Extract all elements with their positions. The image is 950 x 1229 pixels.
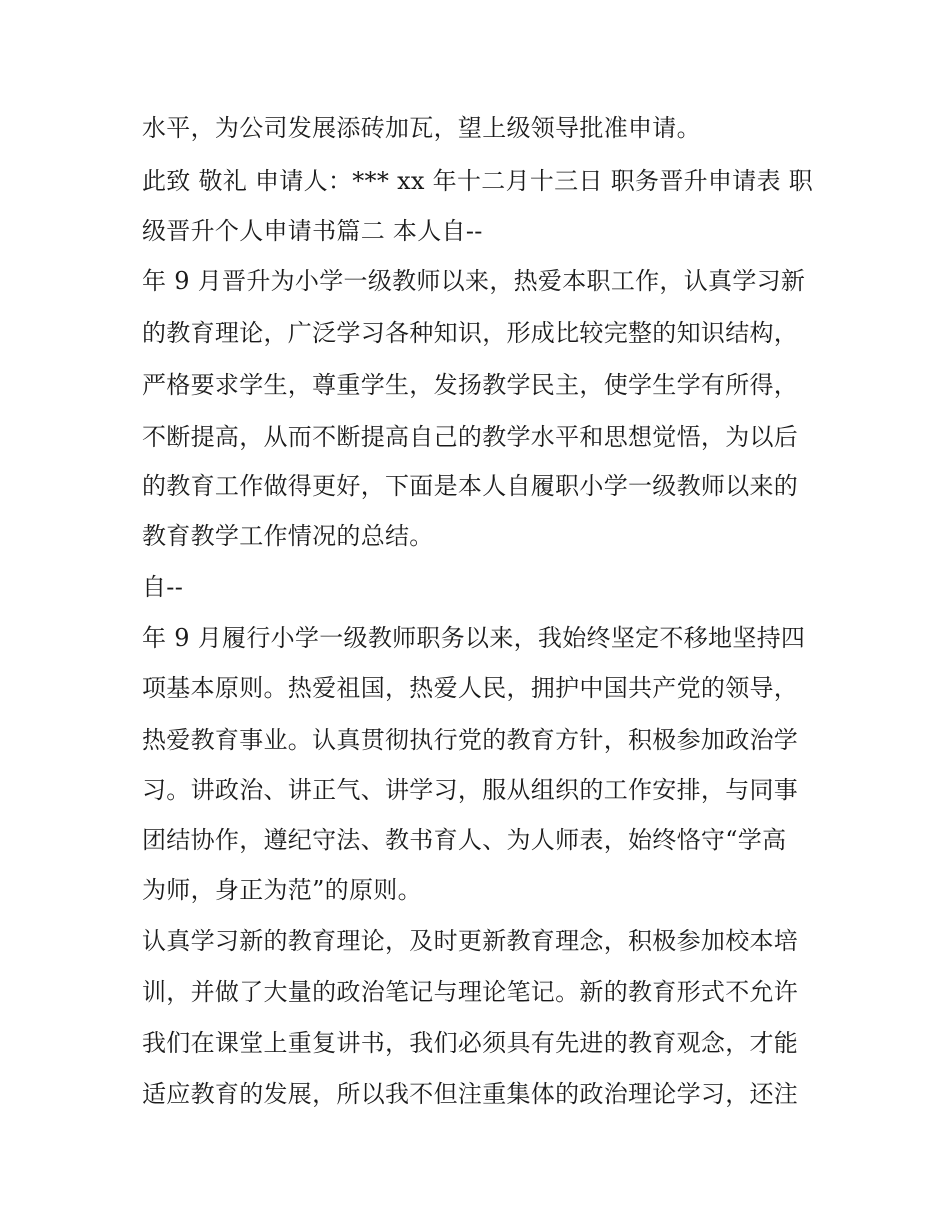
text-line: 认真学习新的教育理论，及时更新教育理念，积极参加校本培 <box>142 927 799 955</box>
text-line: 为师，身正为范”的原则。 <box>142 876 422 904</box>
text-line: 的教育工作做得更好，下面是本人自履职小学一级教师以来的 <box>142 472 799 500</box>
text-line: 严格要求学生，尊重学生，发扬教学民主，使学生学有所得， <box>142 371 799 399</box>
text-line: 项基本原则。热爱祖国，热爱人民，拥护中国共产党的领导， <box>142 674 799 702</box>
text-line: 我们在课堂上重复讲书，我们必须具有先进的教育观念，才能 <box>142 1029 799 1057</box>
text-line: 团结协作，遵纪守法、教书育人、为人师表，始终恪守“学高 <box>142 826 787 854</box>
text-line: 年 9 月履行小学一级教师职务以来，我始终坚定不移地坚持四 <box>142 624 806 652</box>
text-line: 的教育理论，广泛学习各种知识，形成比较完整的知识结构， <box>142 319 799 347</box>
text-line: 水平，为公司发展添砖加瓦，望上级领导批准申请。 <box>142 114 701 142</box>
text-line: 习。讲政治、讲正气、讲学习，服从组织的工作安排，与同事 <box>142 776 799 804</box>
text-line: 热爱教育事业。认真贯彻执行党的教育方针，积极参加政治学 <box>142 726 799 754</box>
text-line: 此致 敬礼 申请人：*** xx 年十二月十三日 职务晋升申请表 职 <box>142 167 814 195</box>
text-line: 教育教学工作情况的总结。 <box>142 522 434 550</box>
text-line: 适应教育的发展，所以我不但注重集体的政治理论学习，还注 <box>142 1080 799 1108</box>
text-line: 不断提高，从而不断提高自己的教学水平和思想觉悟，为以后 <box>142 423 799 451</box>
text-line: 年 9 月晋升为小学一级教师以来，热爱本职工作，认真学习新 <box>142 267 806 295</box>
text-line: 级晋升个人申请书篇二 本人自-- <box>142 217 483 245</box>
text-line: 自-- <box>142 573 184 601</box>
text-line: 训，并做了大量的政治笔记与理论笔记。新的教育形式不允许 <box>142 978 799 1006</box>
